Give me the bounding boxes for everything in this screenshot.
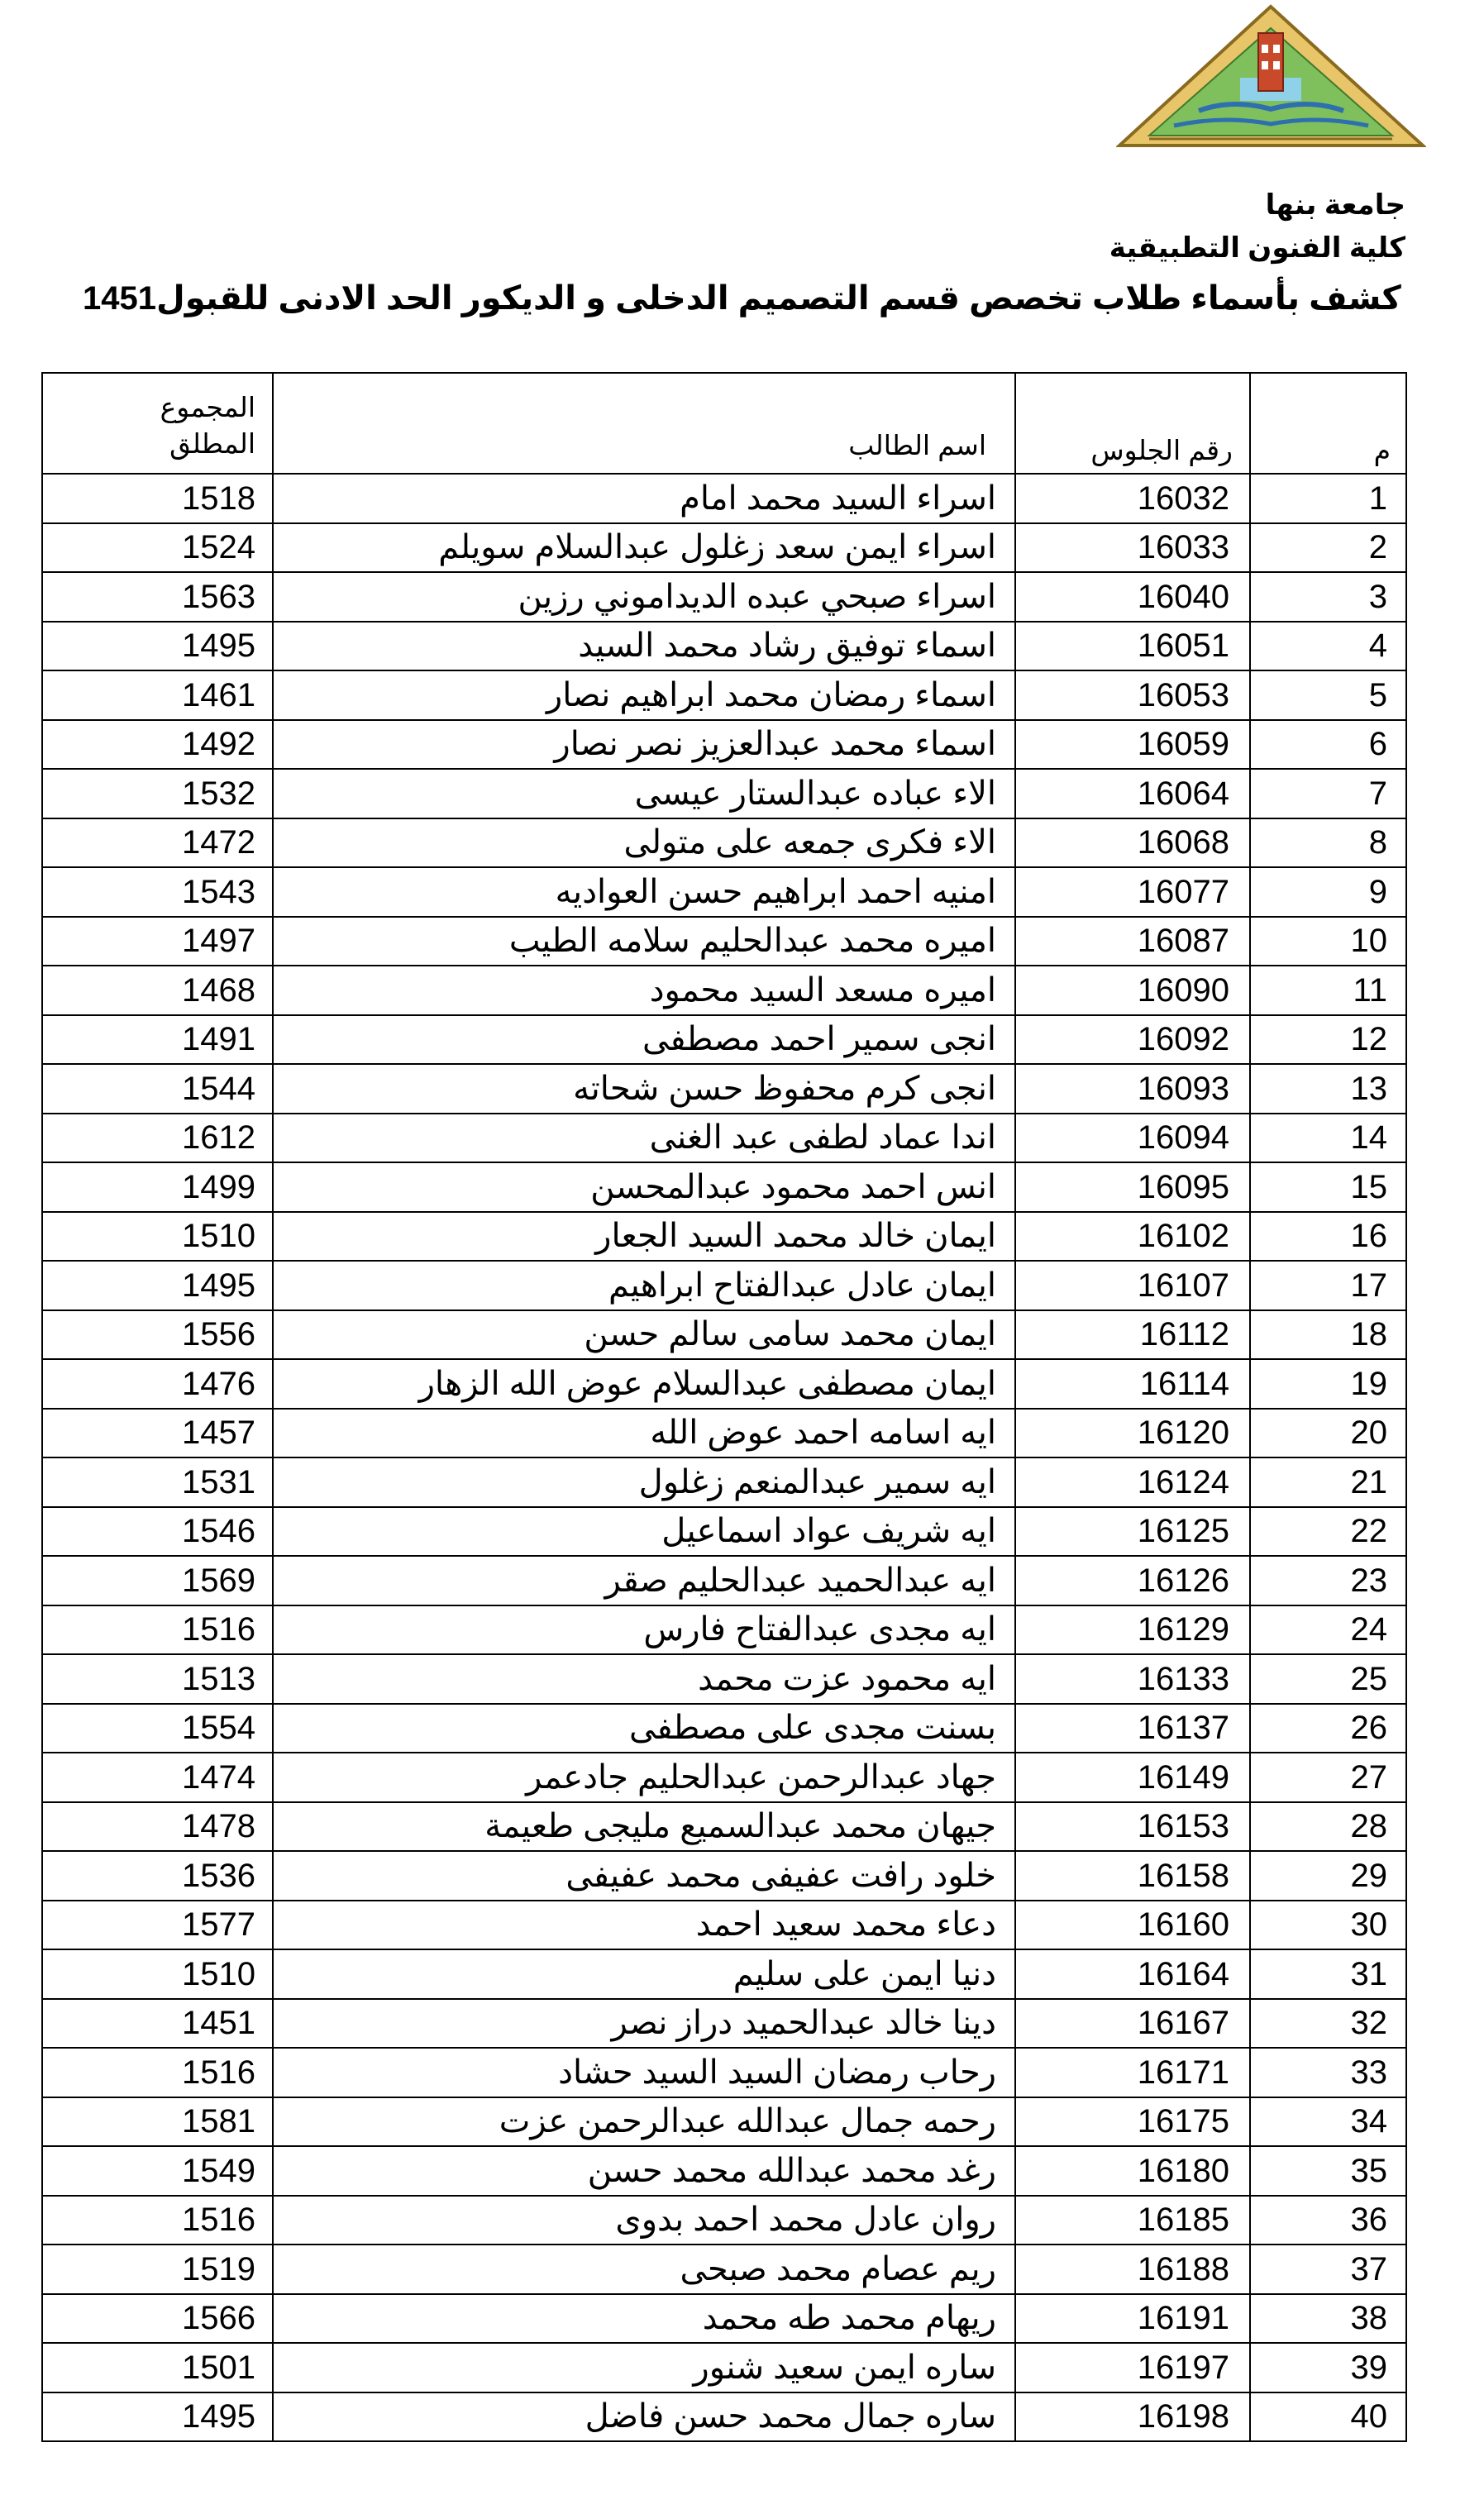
table-row <box>42 1261 1406 1310</box>
cell-total: 1501 <box>42 2343 273 2392</box>
benha-university-logo <box>1116 3 1426 152</box>
table-row <box>42 2343 1406 2392</box>
table-row <box>42 1901 1406 1950</box>
header-total-line2: المطلق <box>169 428 255 460</box>
table-row <box>42 622 1406 671</box>
cell-name: رحمه جمال عبدالله عبدالرحمن عزت <box>273 2097 1015 2147</box>
cell-index: 1 <box>1250 474 1406 523</box>
cell-index: 36 <box>1250 2196 1406 2245</box>
cell-seat: 16093 <box>1015 1064 1250 1114</box>
cell-seat: 16040 <box>1015 572 1250 622</box>
cell-name: اسراء ايمن سعد زغلول عبدالسلام سويلم <box>273 523 1015 573</box>
cell-seat: 16102 <box>1015 1212 1250 1262</box>
cell-seat: 16112 <box>1015 1310 1250 1360</box>
cell-name: انجى سمير احمد مصطفى <box>273 1015 1015 1065</box>
cell-total: 1546 <box>42 1507 273 1557</box>
table-row <box>42 1999 1406 2049</box>
cell-total: 1532 <box>42 769 273 818</box>
cell-index: 28 <box>1250 1802 1406 1852</box>
cell-total: 1563 <box>42 572 273 622</box>
cell-seat: 16164 <box>1015 1949 1250 1999</box>
cell-total: 1478 <box>42 1802 273 1852</box>
cell-index: 15 <box>1250 1162 1406 1212</box>
cell-index: 7 <box>1250 769 1406 818</box>
cell-name: جهاد عبدالرحمن عبدالحليم جادعمر <box>273 1753 1015 1802</box>
cell-name: بسنت مجدى على مصطفى <box>273 1704 1015 1753</box>
cell-total: 1612 <box>42 1114 273 1163</box>
table-row <box>42 1015 1406 1065</box>
cell-index: 10 <box>1250 917 1406 966</box>
cell-index: 30 <box>1250 1901 1406 1950</box>
table-row <box>42 917 1406 966</box>
cell-index: 27 <box>1250 1753 1406 1802</box>
cell-total: 1566 <box>42 2294 273 2344</box>
cell-total: 1516 <box>42 1605 273 1655</box>
table-row <box>42 1162 1406 1212</box>
cell-name: ايه شريف عواد اسماعيل <box>273 1507 1015 1557</box>
cell-total: 1468 <box>42 966 273 1015</box>
table-row <box>42 1457 1406 1507</box>
cell-index: 19 <box>1250 1359 1406 1409</box>
cell-index: 12 <box>1250 1015 1406 1065</box>
cell-total: 1492 <box>42 720 273 770</box>
cell-name: اسماء رمضان محمد ابراهيم نصار <box>273 670 1015 720</box>
table-row <box>42 1753 1406 1802</box>
cell-total: 1495 <box>42 622 273 671</box>
cell-name: رغد محمد عبدالله محمد حسن <box>273 2146 1015 2196</box>
cell-total: 1531 <box>42 1457 273 1507</box>
cell-index: 33 <box>1250 2048 1406 2097</box>
cell-seat: 16107 <box>1015 1261 1250 1310</box>
cell-name: الاء فكرى جمعه على متولى <box>273 818 1015 868</box>
table-row <box>42 2097 1406 2147</box>
cell-total: 1472 <box>42 818 273 868</box>
students-table-container <box>41 372 1407 2442</box>
header-total-line1: المجموع <box>160 391 255 422</box>
table-row <box>42 1556 1406 1605</box>
cell-index: 18 <box>1250 1310 1406 1360</box>
header-name: اسم الطالب <box>273 373 1015 474</box>
cell-name: ايه محمود عزت محمد <box>273 1654 1015 1704</box>
cell-total: 1510 <box>42 1949 273 1999</box>
cell-total: 1457 <box>42 1409 273 1458</box>
cell-index: 26 <box>1250 1704 1406 1753</box>
cell-name: دعاء محمد سعيد احمد <box>273 1901 1015 1950</box>
table-row <box>42 1949 1406 1999</box>
table-row <box>42 966 1406 1015</box>
cell-index: 20 <box>1250 1409 1406 1458</box>
cell-name: انس احمد محمود عبدالمحسن <box>273 1162 1015 1212</box>
cell-seat: 16068 <box>1015 818 1250 868</box>
cell-seat: 16191 <box>1015 2294 1250 2344</box>
cell-index: 11 <box>1250 966 1406 1015</box>
table-row <box>42 1851 1406 1901</box>
cell-total: 1516 <box>42 2196 273 2245</box>
cell-index: 24 <box>1250 1605 1406 1655</box>
faculty-name: كلية الفنون التطبيقية <box>1109 232 1405 264</box>
cell-index: 37 <box>1250 2245 1406 2294</box>
cell-index: 39 <box>1250 2343 1406 2392</box>
table-row <box>42 670 1406 720</box>
cell-index: 32 <box>1250 1999 1406 2049</box>
cell-index: 2 <box>1250 523 1406 573</box>
cell-seat: 16198 <box>1015 2392 1250 2442</box>
cell-seat: 16124 <box>1015 1457 1250 1507</box>
cell-seat: 16180 <box>1015 2146 1250 2196</box>
cell-index: 40 <box>1250 2392 1406 2442</box>
cell-name: اسراء صبحي عبده الديداموني رزين <box>273 572 1015 622</box>
cell-name: اميره مسعد السيد محمود <box>273 966 1015 1015</box>
table-row <box>42 2146 1406 2196</box>
cell-total: 1516 <box>42 2048 273 2097</box>
cell-name: جيهان محمد عبدالسميع مليجى طعيمة <box>273 1802 1015 1852</box>
university-name: جامعة بنها <box>1265 189 1405 221</box>
cell-seat: 16153 <box>1015 1802 1250 1852</box>
cell-total: 1474 <box>42 1753 273 1802</box>
cell-seat: 16095 <box>1015 1162 1250 1212</box>
cell-name: دينا خالد عبدالحميد دراز نصر <box>273 1999 1015 2049</box>
cell-seat: 16160 <box>1015 1901 1250 1950</box>
table-row <box>42 572 1406 622</box>
cell-total: 1495 <box>42 1261 273 1310</box>
table-row <box>42 2294 1406 2344</box>
cell-total: 1543 <box>42 867 273 917</box>
cell-name: اسراء السيد محمد امام <box>273 474 1015 523</box>
table-row <box>42 1409 1406 1458</box>
students-table <box>41 372 1407 2442</box>
cell-seat: 16129 <box>1015 1605 1250 1655</box>
cell-name: روان عادل محمد احمد بدوى <box>273 2196 1015 2245</box>
cell-name: اسماء توفيق رشاد محمد السيد <box>273 622 1015 671</box>
cell-index: 21 <box>1250 1457 1406 1507</box>
cell-total: 1513 <box>42 1654 273 1704</box>
cell-name: ساره ايمن سعيد شنور <box>273 2343 1015 2392</box>
cell-index: 14 <box>1250 1114 1406 1163</box>
cell-name: ريم عصام محمد صبحى <box>273 2245 1015 2294</box>
cell-seat: 16051 <box>1015 622 1250 671</box>
cell-total: 1518 <box>42 474 273 523</box>
table-row <box>42 2245 1406 2294</box>
table-row <box>42 769 1406 818</box>
table-row <box>42 2196 1406 2245</box>
cell-name: ايه سمير عبدالمنعم زغلول <box>273 1457 1015 1507</box>
table-row <box>42 1212 1406 1262</box>
cell-total: 1495 <box>42 2392 273 2442</box>
cell-total: 1549 <box>42 2146 273 2196</box>
table-row <box>42 818 1406 868</box>
table-row <box>42 720 1406 770</box>
cell-seat: 16171 <box>1015 2048 1250 2097</box>
cell-total: 1519 <box>42 2245 273 2294</box>
cell-seat: 16090 <box>1015 966 1250 1015</box>
table-row <box>42 1064 1406 1114</box>
table-row <box>42 2392 1406 2442</box>
cell-index: 13 <box>1250 1064 1406 1114</box>
table-row <box>42 1654 1406 1704</box>
table-row <box>42 867 1406 917</box>
cell-total: 1544 <box>42 1064 273 1114</box>
cell-total: 1451 <box>42 1999 273 2049</box>
cell-index: 38 <box>1250 2294 1406 2344</box>
table-row <box>42 1310 1406 1360</box>
cell-seat: 16133 <box>1015 1654 1250 1704</box>
table-row <box>42 1114 1406 1163</box>
header-seat: رقم الجلوس <box>1015 373 1250 474</box>
cell-total: 1497 <box>42 917 273 966</box>
cell-seat: 16087 <box>1015 917 1250 966</box>
cell-seat: 16053 <box>1015 670 1250 720</box>
cell-total: 1569 <box>42 1556 273 1605</box>
cell-seat: 16137 <box>1015 1704 1250 1753</box>
cell-total: 1524 <box>42 523 273 573</box>
document-title: كشف بأسماء طلاب تخصص قسم التصميم الدخلى و الديكور الحد الادنى للقبول1451 <box>83 280 1401 317</box>
cell-index: 35 <box>1250 2146 1406 2196</box>
cell-total: 1536 <box>42 1851 273 1901</box>
cell-seat: 16185 <box>1015 2196 1250 2245</box>
cell-seat: 16126 <box>1015 1556 1250 1605</box>
cell-index: 3 <box>1250 572 1406 622</box>
cell-name: اندا عماد لطفى عبد الغنى <box>273 1114 1015 1163</box>
cell-seat: 16149 <box>1015 1753 1250 1802</box>
cell-name: ساره جمال محمد حسن فاضل <box>273 2392 1015 2442</box>
cell-name: ريهام محمد طه محمد <box>273 2294 1015 2344</box>
cell-name: ايه عبدالحميد عبدالحليم صقر <box>273 1556 1015 1605</box>
cell-name: ايمان مصطفى عبدالسلام عوض الله الزهار <box>273 1359 1015 1409</box>
cell-name: ايه مجدى عبدالفتاح فارس <box>273 1605 1015 1655</box>
cell-index: 4 <box>1250 622 1406 671</box>
cell-index: 29 <box>1250 1851 1406 1901</box>
cell-total: 1499 <box>42 1162 273 1212</box>
cell-total: 1491 <box>42 1015 273 1065</box>
cell-seat: 16092 <box>1015 1015 1250 1065</box>
cell-seat: 16197 <box>1015 2343 1250 2392</box>
cell-name: ايمان خالد محمد السيد الجعار <box>273 1212 1015 1262</box>
cell-index: 23 <box>1250 1556 1406 1605</box>
table-body <box>42 474 1406 2441</box>
cell-name: دنيا ايمن على سليم <box>273 1949 1015 1999</box>
table-row <box>42 1359 1406 1409</box>
cell-seat: 16064 <box>1015 769 1250 818</box>
header-index: م <box>1250 373 1406 474</box>
table-row <box>42 474 1406 523</box>
cell-name: ايه اسامه احمد عوض الله <box>273 1409 1015 1458</box>
cell-name: ايمان محمد سامى سالم حسن <box>273 1310 1015 1360</box>
cell-index: 17 <box>1250 1261 1406 1310</box>
cell-index: 8 <box>1250 818 1406 868</box>
table-row <box>42 1704 1406 1753</box>
table-row <box>42 1605 1406 1655</box>
cell-name: اميره محمد عبدالحليم سلامه الطيب <box>273 917 1015 966</box>
cell-seat: 16158 <box>1015 1851 1250 1901</box>
cell-seat: 16125 <box>1015 1507 1250 1557</box>
cell-index: 6 <box>1250 720 1406 770</box>
cell-name: انجى كرم محفوظ حسن شحاته <box>273 1064 1015 1114</box>
cell-seat: 16188 <box>1015 2245 1250 2294</box>
cell-seat: 16175 <box>1015 2097 1250 2147</box>
cell-total: 1577 <box>42 1901 273 1950</box>
cell-total: 1510 <box>42 1212 273 1262</box>
cell-seat: 16032 <box>1015 474 1250 523</box>
cell-total: 1556 <box>42 1310 273 1360</box>
cell-name: اسماء محمد عبدالعزيز نصر نصار <box>273 720 1015 770</box>
cell-name: امنيه احمد ابراهيم حسن العواديه <box>273 867 1015 917</box>
cell-name: خلود رافت عفيفى محمد عفيفى <box>273 1851 1015 1901</box>
cell-total: 1554 <box>42 1704 273 1753</box>
cell-seat: 16077 <box>1015 867 1250 917</box>
cell-total: 1581 <box>42 2097 273 2147</box>
cell-index: 16 <box>1250 1212 1406 1262</box>
cell-seat: 16167 <box>1015 1999 1250 2049</box>
cell-seat: 16094 <box>1015 1114 1250 1163</box>
cell-seat: 16114 <box>1015 1359 1250 1409</box>
cell-name: الاء عباده عبدالستار عيسى <box>273 769 1015 818</box>
table-row <box>42 1802 1406 1852</box>
cell-index: 34 <box>1250 2097 1406 2147</box>
table-row <box>42 1507 1406 1557</box>
cell-seat: 16059 <box>1015 720 1250 770</box>
table-row <box>42 2048 1406 2097</box>
cell-index: 5 <box>1250 670 1406 720</box>
cell-index: 9 <box>1250 867 1406 917</box>
cell-name: رحاب رمضان السيد السيد حشاد <box>273 2048 1015 2097</box>
cell-index: 22 <box>1250 1507 1406 1557</box>
table-header-row <box>42 373 1406 474</box>
cell-seat: 16120 <box>1015 1409 1250 1458</box>
cell-total: 1476 <box>42 1359 273 1409</box>
cell-seat: 16033 <box>1015 523 1250 573</box>
header-total <box>42 373 273 474</box>
cell-index: 31 <box>1250 1949 1406 1999</box>
cell-index: 25 <box>1250 1654 1406 1704</box>
table-row <box>42 523 1406 573</box>
cell-total: 1461 <box>42 670 273 720</box>
cell-name: ايمان عادل عبدالفتاح ابراهيم <box>273 1261 1015 1310</box>
